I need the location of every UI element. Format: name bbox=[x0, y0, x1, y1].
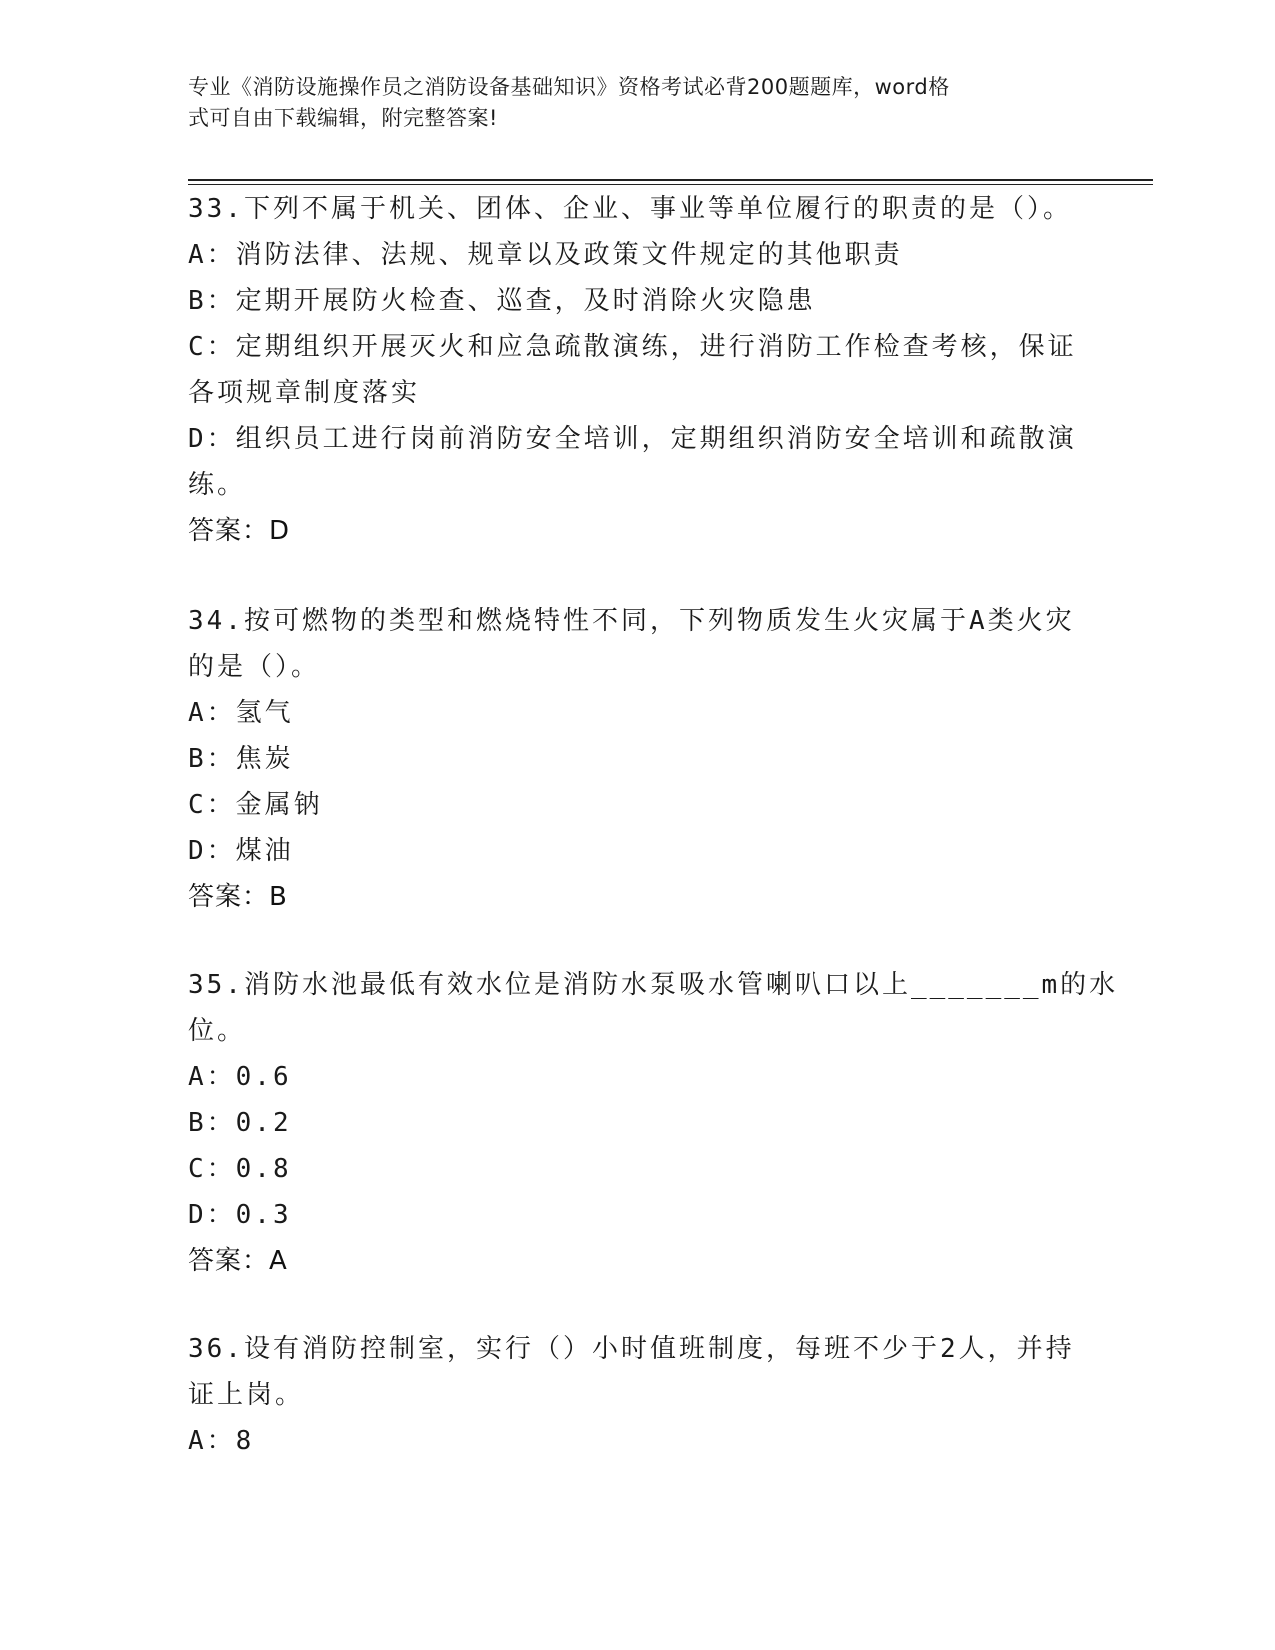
option-d: D：0.3 bbox=[188, 1200, 292, 1230]
option-a: A：0.6 bbox=[188, 1062, 292, 1092]
option-b: B：焦炭 bbox=[188, 744, 294, 774]
question-block-35 bbox=[188, 962, 1119, 1284]
option-c: C：定期组织开展灭火和应急疏散演练，进行消防工作检查考核，保证 bbox=[188, 332, 1077, 362]
header-line-2: 式可自由下载编辑，附完整答案! bbox=[188, 106, 498, 130]
header-line-1: 专业《消防设施操作员之消防设备基础知识》资格考试必背200题题库，word格 bbox=[188, 75, 950, 99]
question-block-34 bbox=[188, 598, 1078, 920]
question-stem: 35.消防水池最低有效水位是消防水泵吸水管喇叭口以上_______m的水 bbox=[188, 970, 1119, 1000]
option-d: D：组织员工进行岗前消防安全培训，定期组织消防安全培训和疏散演 bbox=[188, 424, 1077, 454]
question-block-33 bbox=[188, 186, 1078, 554]
question-stem-continued: 的是（）。 bbox=[188, 652, 321, 682]
question-stem-continued: 位。 bbox=[188, 1016, 247, 1046]
question-block-36 bbox=[188, 1326, 1078, 1464]
answer-label: 答案：A bbox=[188, 1246, 288, 1276]
header-divider-thin bbox=[188, 184, 1153, 185]
option-c: C：金属钠 bbox=[188, 790, 323, 820]
document-header bbox=[188, 72, 1068, 134]
option-b: B：定期开展防火检查、巡查，及时消除火灾隐患 bbox=[188, 286, 816, 316]
option-a: A：8 bbox=[188, 1426, 255, 1456]
option-c: C：0.8 bbox=[188, 1154, 292, 1184]
option-b: B：0.2 bbox=[188, 1108, 292, 1138]
question-stem: 36.设有消防控制室，实行（）小时值班制度，每班不少于2人，并持 bbox=[188, 1334, 1075, 1364]
question-stem: 34.按可燃物的类型和燃烧特性不同，下列物质发生火灾属于A类火灾 bbox=[188, 606, 1075, 636]
option-c-continued: 各项规章制度落实 bbox=[188, 378, 421, 408]
header-divider-thick bbox=[188, 179, 1153, 181]
option-a: A：消防法律、法规、规章以及政策文件规定的其他职责 bbox=[188, 240, 903, 270]
answer-label: 答案：B bbox=[188, 882, 288, 912]
answer-label: 答案：D bbox=[188, 516, 291, 546]
question-stem-continued: 证上岗。 bbox=[188, 1380, 305, 1410]
question-stem: 33.下列不属于机关、团体、企业、事业等单位履行的职责的是（）。 bbox=[188, 194, 1072, 224]
option-d-continued: 练。 bbox=[188, 470, 247, 500]
option-a: A：氢气 bbox=[188, 698, 294, 728]
option-d: D：煤油 bbox=[188, 836, 294, 866]
